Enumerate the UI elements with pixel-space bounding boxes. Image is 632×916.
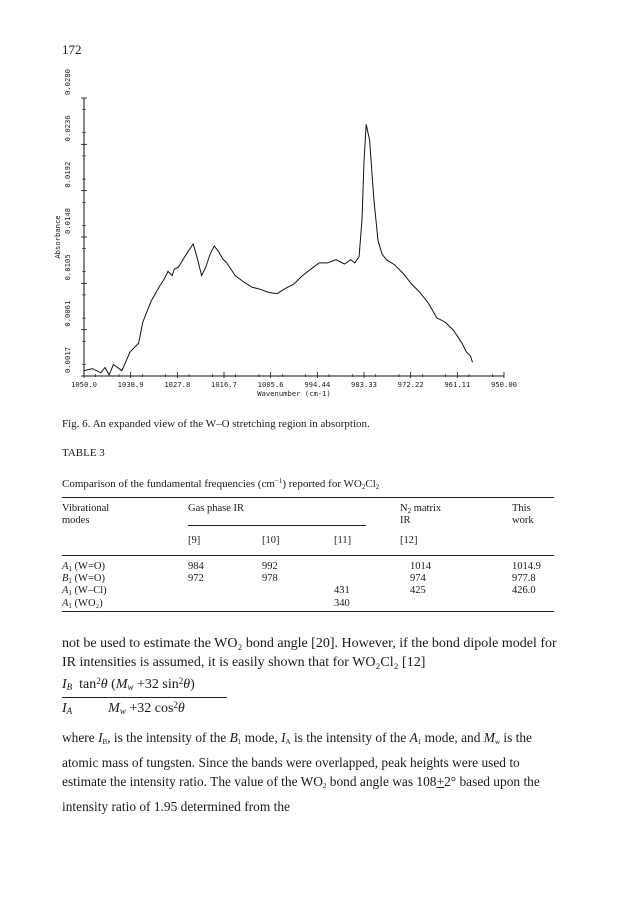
y-tick-label: 0.0061 [63,300,72,327]
table-cell-mode: $A_1$ (W–Cl) [62,585,107,598]
x-tick-label: 1016.7 [211,380,237,389]
table-caption: Comparison of the fundamental frequencies $(cm^{-1})$ reported for $WO_2Cl_2$ [62,477,380,491]
table-cell-r10: 992 [262,561,278,572]
equation-denominator: $I_A$ $M_w +32$ $\cos^2\theta$ [62,700,185,716]
header-n2-matrix: $N_2$ matrix [400,503,442,515]
page-number: 172 [62,42,82,57]
x-axis-title: Wavenumber (cm-1) [257,389,331,398]
x-tick-label: 983.33 [351,380,377,389]
absorbance-spectrum-chart [54,70,574,410]
ref-10: [10] [262,535,280,546]
header-gas-phase: Gas phase IR [188,503,244,514]
header-this: This [512,503,531,514]
table-label: TABLE 3 [62,447,105,459]
header-modes: modes [62,515,90,526]
equation-fraction-bar [62,697,227,698]
x-tick-label: 1050.0 [71,380,97,389]
table-cell-r9: 984 [188,561,204,572]
spectrum-series-line [84,124,473,375]
table-cell-n2: 974 [410,573,426,585]
y-tick-label: 0.0017 [63,347,72,373]
table-cell-r10: 978 [262,573,278,585]
header-work: work [512,515,534,526]
y-axis-title: Absorbance [53,215,62,259]
body-paragraph-1: not be used to estimate the WO₂ bond angle [20]. However, if the bond dipole model for IR intensities is assumed, it is easily shown that for WO₂Cl₂ [12] [62,636,557,670]
ref-12: [12] [400,535,418,546]
x-tick-label: 1027.8 [164,380,191,389]
table-rule-top [62,497,554,498]
table-cell-n2: 425 [410,585,426,597]
y-tick-label: 0.0192 [63,161,72,188]
table-cell-tw: 426.0 [512,585,536,597]
equation-numerator: $I_B$ $\tan^2\theta$ ($M_w +32$ $\sin^2\theta$) [62,676,195,692]
ref-11: [11] [334,535,352,546]
table-cell-r11: 431 [334,585,350,597]
table-rule-gas-phase [188,525,366,526]
x-tick-label: 972.22 [397,380,424,389]
x-tick-label: 1038.9 [117,380,144,389]
table-cell-mode: $B_1$ (W=O) [62,573,105,586]
table-rule-header [62,555,554,556]
table-cell-r11: 340 [334,597,350,609]
y-tick-label: 0.0280 [63,69,72,95]
x-tick-label: 994.44 [304,380,331,389]
table-cell-tw: 977.8 [512,573,536,585]
ref-9: [9] [188,535,201,546]
table-cell-mode: $A_1$ (W=O) [62,561,105,573]
y-tick-label: 0.0236 [63,115,72,142]
table-cell-n2: 1014 [410,561,431,572]
y-tick-label: 0.0148 [63,208,72,234]
y-axis [63,69,87,376]
table-cell-tw: 1014.9 [512,561,541,572]
header-vibrational: Vibrational [62,503,110,514]
table-cell-mode: $A_1$ (WO₂) [62,597,103,610]
figure-caption: Fig. 6. An expanded view of the W–O stretching region in absorption. [62,418,370,430]
x-axis [71,372,517,389]
body-paragraph-2: where $I_B$, is the intensity of the $B_1$ mode, $I_A$ is the intensity of the $A_1$ mode, and $M_w$ is the atomic mass of tungsten. Since the bands were overlapped, peak heights were used to estimate the intensity ratio. The value of the $WO_2$ bond angle was 108+2° based upon the intensity ratio of 1.95 determined from the [62,730,540,814]
y-tick-label: 0.0105 [63,254,72,281]
x-tick-label: 1005.6 [257,380,284,389]
header-ir: IR [400,515,411,526]
table-cell-r9: 972 [188,573,204,585]
x-tick-label: 950.00 [491,380,517,389]
table-rule-bottom [62,611,554,612]
x-tick-label: 961.11 [444,380,471,389]
